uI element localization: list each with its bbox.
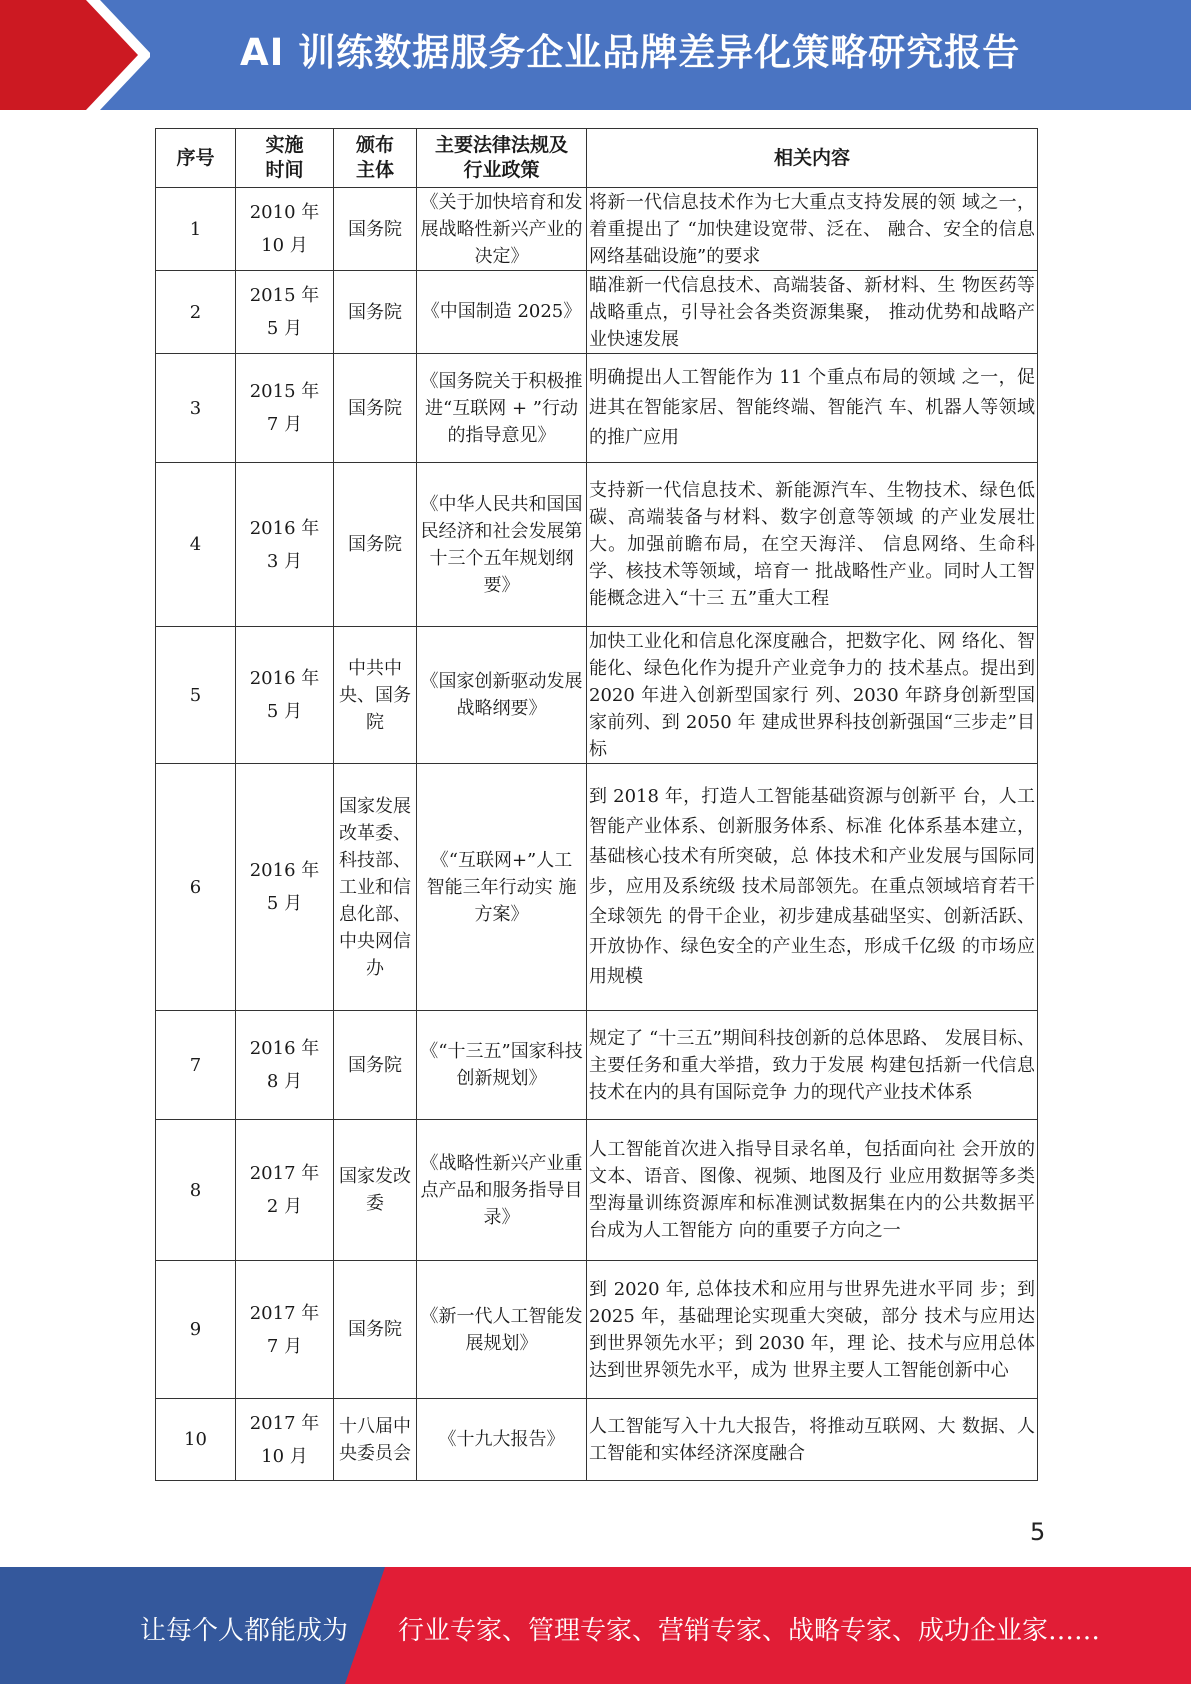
header-content: 相关内容 xyxy=(587,129,1038,188)
row-date-year: 2017 年 xyxy=(249,1302,320,1324)
row-authority: 中共中央、国务院 xyxy=(334,627,417,764)
row-index: 7 xyxy=(156,1011,236,1120)
policy-table xyxy=(155,128,1038,1481)
row-index: 3 xyxy=(156,354,236,463)
row-date-year: 2017 年 xyxy=(249,1163,320,1184)
table-row xyxy=(156,271,1038,354)
row-date-year: 2016 年 xyxy=(249,860,320,881)
row-index: 6 xyxy=(156,764,236,1011)
row-content: 人工智能写入十九大报告，将推动互联网、大 数据、人工智能和实体经济深度融合 xyxy=(587,1399,1038,1481)
header-authority-line1: 颁布 xyxy=(355,134,394,156)
row-date-year: 2016 年 xyxy=(249,517,320,539)
row-authority: 国务院 xyxy=(334,463,417,627)
table-row xyxy=(156,463,1038,627)
page-number: 5 xyxy=(1030,1518,1046,1546)
row-policy: 《中华人民共和国国民经济和社会发展第十三个五年规划纲要》 xyxy=(417,463,587,627)
table-row xyxy=(156,188,1038,271)
row-authority: 国务院 xyxy=(334,271,417,354)
row-date-month: 3 月 xyxy=(266,550,303,572)
header-policy-line1: 主要法律法规及 xyxy=(434,134,568,156)
header-authority xyxy=(334,129,417,188)
row-policy: 《战略性新兴产业重点产品和服务指导目录》 xyxy=(417,1120,587,1261)
row-date-month: 10 月 xyxy=(261,235,308,256)
row-date xyxy=(236,463,334,627)
row-date-year: 2015 年 xyxy=(249,285,320,306)
row-index: 8 xyxy=(156,1120,236,1261)
row-date-year: 2017 年 xyxy=(249,1412,320,1434)
row-date-month: 5 月 xyxy=(266,701,303,722)
row-policy: 《“十三五”国家科技创新规划》 xyxy=(417,1011,587,1120)
row-date-year: 2016 年 xyxy=(249,668,320,689)
row-index: 1 xyxy=(156,188,236,271)
row-date-year: 2015 年 xyxy=(249,381,320,402)
table-row xyxy=(156,354,1038,463)
row-policy: 《“互联网+”人工 智能三年行动实 施方案》 xyxy=(417,764,587,1011)
header-authority-line2: 主体 xyxy=(355,159,394,181)
row-authority: 国家发改委 xyxy=(334,1120,417,1261)
header-arrow-decoration xyxy=(0,0,150,110)
row-date xyxy=(236,627,334,764)
row-date-month: 5 月 xyxy=(266,318,303,339)
row-content: 到 2018 年，打造人工智能基础资源与创新平 台，人工智能产业体系、创新服务体系、标准 化体系基本建立，基础核心技术有所突破，总 体技术和产业发展与国际同步，应用及系统级 技术局部领先。在重点领域培育若干全球领先 的骨干企业，初步建成基础坚实、创新活跃、 开放协作、绿色安全的产业生态，形成千亿级 的市场应用规模 xyxy=(587,764,1038,1011)
row-content: 明确提出人工智能作为 11 个重点布局的领域 之一，促进其在智能家居、智能终端、智能汽 车、机器人等领域的推广应用 xyxy=(587,354,1038,463)
header-banner xyxy=(0,0,1191,110)
row-policy: 《十九大报告》 xyxy=(417,1399,587,1481)
row-authority: 国家发展改革委、科技部、工业和信息化部、中央网信办 xyxy=(334,764,417,1011)
row-date xyxy=(236,188,334,271)
row-authority: 国务院 xyxy=(334,188,417,271)
row-date-year: 2010 年 xyxy=(249,202,320,223)
header-date-line2: 时间 xyxy=(265,159,304,181)
row-date xyxy=(236,1120,334,1261)
header-date xyxy=(236,129,334,188)
row-content: 人工智能首次进入指导目录名单，包括面向社 会开放的文本、语音、图像、视频、地图及行 业应用数据等多类型海量训练资源库和标准测试数据集在内的公共数据平台成为人工智能方 向的重要子方向之一 xyxy=(587,1120,1038,1261)
row-policy: 《国家创新驱动发展战略纲要》 xyxy=(417,627,587,764)
report-title: AI 训练数据服务企业品牌差异化策略研究报告 xyxy=(240,31,1021,74)
row-content: 规定了 “十三五”期间科技创新的总体思路、 发展目标、主要任务和重大举措，致力于发展 构建包括新一代信息技术在内的具有国际竞争 力的现代产业技术体系 xyxy=(587,1011,1038,1120)
table-row xyxy=(156,627,1038,764)
row-authority: 十八届中央委员会 xyxy=(334,1399,417,1481)
row-policy: 《国务院关于积极推进“互联网 + ”行动的指导意见》 xyxy=(417,354,587,463)
row-date xyxy=(236,764,334,1011)
row-content: 瞄准新一代信息技术、高端装备、新材料、生 物医药等战略重点，引导社会各类资源集聚， 推动优势和战略产业快速发展 xyxy=(587,271,1038,354)
header-index: 序号 xyxy=(156,129,236,188)
row-index: 2 xyxy=(156,271,236,354)
header-date-line1: 实施 xyxy=(265,134,304,156)
row-policy: 《新一代人工智能发展规划》 xyxy=(417,1261,587,1399)
row-date-month: 2 月 xyxy=(266,1196,303,1217)
header-policy-line2: 行业政策 xyxy=(463,159,540,181)
row-date xyxy=(236,1261,334,1399)
row-date-month: 7 月 xyxy=(266,1335,303,1357)
table-row xyxy=(156,1120,1038,1261)
row-policy: 《中国制造 2025》 xyxy=(417,271,587,354)
footer-slogan-right: 行业专家、管理专家、营销专家、战略专家、成功企业家…… xyxy=(398,1616,1101,1646)
row-index: 9 xyxy=(156,1261,236,1399)
header-policy xyxy=(417,129,587,188)
row-policy: 《关于加快培育和发展战略性新兴产业的决定》 xyxy=(417,188,587,271)
footer-slogan-left: 让每个人都能成为 xyxy=(140,1616,349,1646)
row-content: 将新一代信息技术作为七大重点支持发展的领 域之一，着重提出了 “加快建设宽带、泛在、 融合、安全的信息网络基础设施”的要求 xyxy=(587,188,1038,271)
row-date-month: 5 月 xyxy=(266,893,303,914)
row-date xyxy=(236,271,334,354)
table-row xyxy=(156,764,1038,1011)
row-date-month: 10 月 xyxy=(261,1445,308,1467)
table-row xyxy=(156,1011,1038,1120)
row-content: 到 2020 年, 总体技术和应用与世界先进水平同 步；到 2025 年，基础理论实现重大突破，部分 技术与应用达到世界领先水平；到 2030 年，理 论、技术与应用总体达到世界领先水平，成为 世界主要人工智能创新中心 xyxy=(587,1261,1038,1399)
row-date-year: 2016 年 xyxy=(249,1038,320,1059)
row-date xyxy=(236,1399,334,1481)
row-authority: 国务院 xyxy=(334,1011,417,1120)
table-row xyxy=(156,1399,1038,1481)
row-date-month: 8 月 xyxy=(266,1071,303,1092)
row-index: 10 xyxy=(156,1399,236,1481)
row-index: 4 xyxy=(156,463,236,627)
table-row xyxy=(156,1261,1038,1399)
row-date xyxy=(236,1011,334,1120)
row-date xyxy=(236,354,334,463)
row-date-month: 7 月 xyxy=(266,414,303,435)
row-authority: 国务院 xyxy=(334,354,417,463)
row-content: 支持新一代信息技术、新能源汽车、生物技术、绿色低碳、高端装备与材料、数字创意等领域 的产业发展壮大。加强前瞻布局，在空天海洋、 信息网络、生命科学、核技术等领域，培育一 批战略性产业。同时人工智能概念进入“十三 五”重大工程 xyxy=(587,463,1038,627)
row-content: 加快工业化和信息化深度融合，把数字化、网 络化、智能化、绿色化作为提升产业竞争力的 技术基点。提出到 2020 年进入创新型国家行 列、2030 年跻身创新型国家前列、到 2050 年 建成世界科技创新强国“三步走”目标 xyxy=(587,627,1038,764)
row-index: 5 xyxy=(156,627,236,764)
row-authority: 国务院 xyxy=(334,1261,417,1399)
table-header-row xyxy=(156,129,1038,188)
